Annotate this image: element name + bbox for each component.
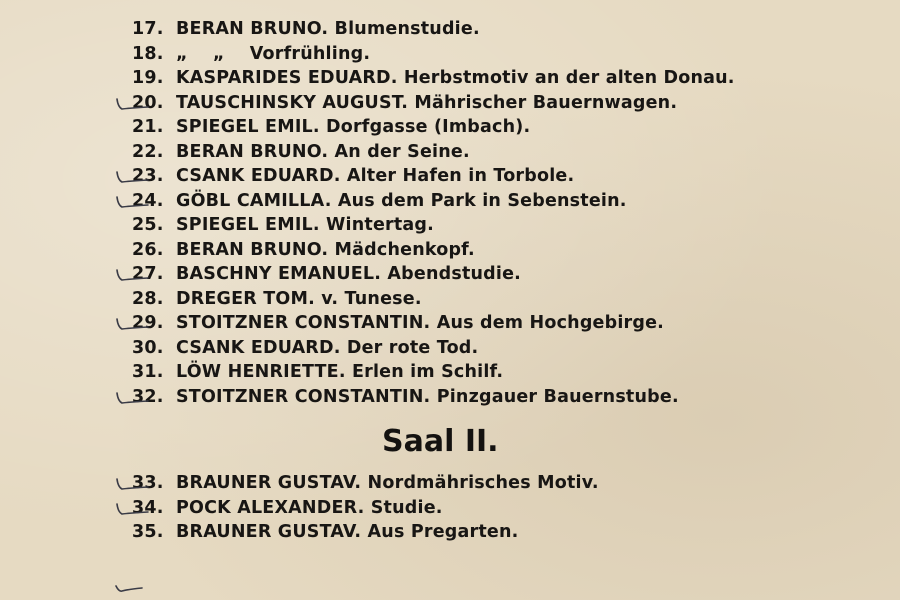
entry-number: 23. [132,166,164,186]
catalog-entry [132,336,782,361]
entry-number: 19. [132,68,164,88]
entry-text: STOITZNER CONSTANTIN. Pinzgauer Bauernstube. [176,386,679,407]
entry-text: BRAUNER GUSTAV. Nordmährisches Motiv. [176,473,599,493]
entry-text: SPIEGEL EMIL. Dorfgasse (Imbach). [176,117,531,137]
entry-number: 25. [132,215,164,235]
entry-number: 26. [132,239,164,260]
entry-text: TAUSCHINSKY AUGUST. Mährischer Bauernwagen. [176,92,678,113]
catalog-entry [132,360,782,385]
entry-text: „ „ Vorfrühling. [176,43,371,64]
entry-text: CSANK EDUARD. Alter Hafen in Torbole. [176,166,575,186]
entry-number: 27. [132,264,164,284]
catalog-entry [132,311,782,336]
entry-number: 24. [132,190,164,211]
catalog-entry [132,238,782,263]
entry-number: 30. [132,337,164,358]
entry-number: 20. [132,92,164,113]
catalog-entry [132,140,782,165]
section-heading: Saal II. [382,424,499,459]
catalog-entry [132,262,782,287]
catalog-entry [132,471,782,496]
entry-number: 21. [132,117,164,137]
entries-saal-i [132,17,782,409]
entry-text: CSANK EDUARD. Der rote Tod. [176,337,479,358]
catalog-entry [132,287,782,312]
catalog-entry [132,385,782,410]
entry-text: DREGER TOM. v. Tunese. [176,288,422,309]
entry-number: 29. [132,313,164,333]
entry-number: 35. [132,522,164,542]
catalog-entry [132,496,782,521]
entry-number: 17. [132,19,164,39]
entry-number: 31. [132,362,164,382]
entry-text: BERAN BRUNO. Blumenstudie. [176,19,480,39]
entry-number: 28. [132,288,164,309]
entry-text: BERAN BRUNO. An der Seine. [176,141,470,162]
entry-number: 22. [132,141,164,162]
catalog-entry [132,213,782,238]
entry-text: KASPARIDES EDUARD. Herbstmotiv an der alten Donau. [176,68,735,88]
catalog-entry [132,42,782,67]
entry-number: 33. [132,473,164,493]
catalog-entry [132,91,782,116]
catalog-entry [132,189,782,214]
entry-number: 34. [132,497,164,518]
entry-text: BASCHNY EMANUEL. Abendstudie. [176,264,522,284]
entry-number: 32. [132,386,164,407]
catalog-entry [132,520,782,545]
artwork-list [132,17,782,545]
entry-text: LÖW HENRIETTE. Erlen im Schilf. [176,362,504,382]
entry-text: BRAUNER GUSTAV. Aus Pregarten. [176,522,519,542]
catalog-entry [132,115,782,140]
entry-number: 18. [132,43,164,64]
entry-text: SPIEGEL EMIL. Wintertag. [176,215,435,235]
catalog-entry [132,17,782,42]
entry-text: STOITZNER CONSTANTIN. Aus dem Hochgebirge. [176,313,665,333]
pencil-check-mark [112,576,152,598]
entry-text: BERAN BRUNO. Mädchenkopf. [176,239,475,260]
entry-text: POCK ALEXANDER. Studie. [176,497,443,518]
entry-text: GÖBL CAMILLA. Aus dem Park in Sebenstein. [176,190,627,211]
catalog-entry [132,164,782,189]
catalog-entry [132,66,782,91]
entries-saal-ii [132,471,782,545]
